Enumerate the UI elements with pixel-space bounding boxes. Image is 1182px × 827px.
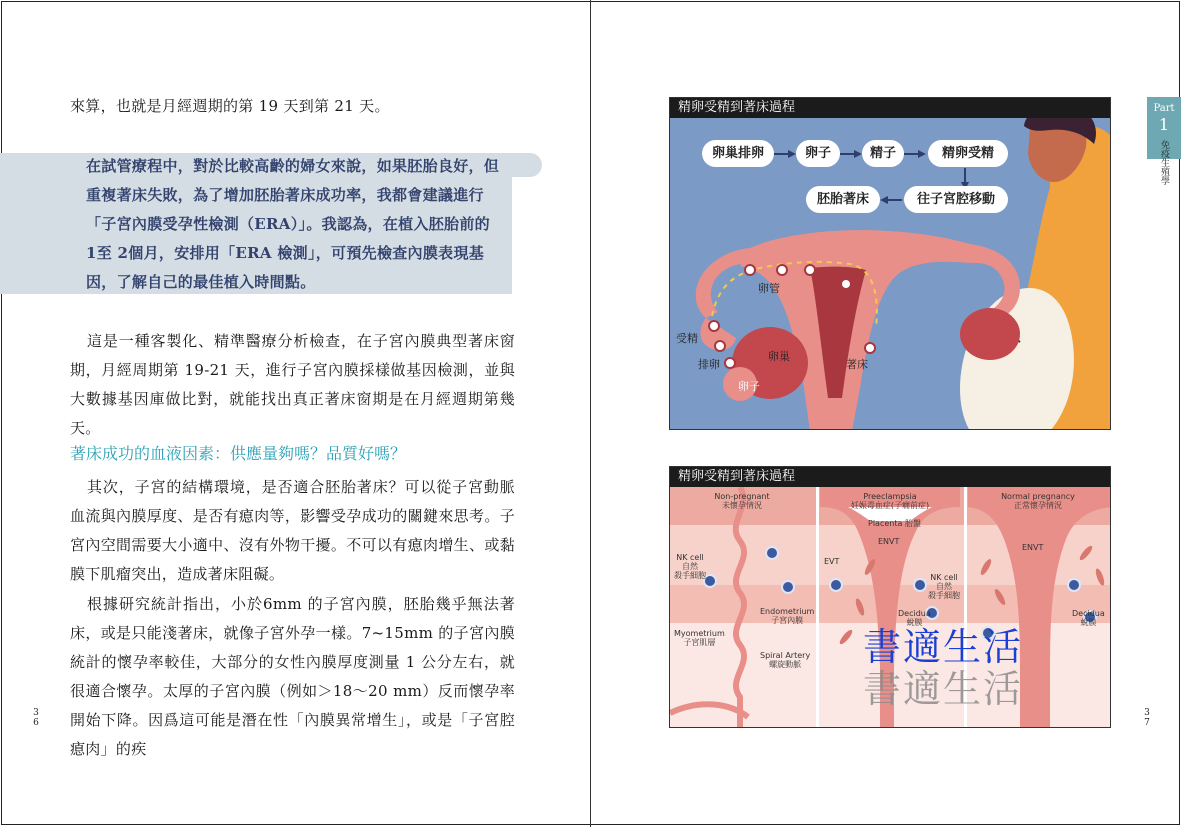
label-spiral-zh: 螺旋動脈: [769, 660, 802, 669]
label-decidua1-en: Decidua: [898, 609, 931, 618]
label-decidua2-en: Decidua: [1072, 609, 1105, 618]
part-tab-label: Part: [1153, 103, 1175, 114]
left-page: [0, 0, 590, 827]
figure2-caption: 精卵受精到著床過程: [670, 467, 1110, 487]
step-egg: 卵子: [796, 140, 840, 167]
label-placenta: Placenta 胎盤: [868, 519, 921, 528]
panel-preeclampsia-en: Preeclampsia: [863, 492, 917, 501]
label-nk1-zh2: 殺手細胞: [674, 571, 706, 580]
paragraph-4: 根據研究統計指出，小於6mm 的子宮內膜，胚胎幾乎無法著床，或是只能淺著床，就像子宮外孕一樣。7~15mm 的子宮內膜統計的懷孕率較佳，大部分的女性內膜厚度測量 1 公分左右，就很適合懷孕。太厚的子宮內膜（例如＞18～20 mm）反而懷孕率開始下降。因爲這可能是潛在性「內膜異常增生」，或是「子宮腔瘜肉」的疾: [70, 595, 515, 758]
label-ovulation: 排卵: [698, 358, 720, 371]
label-nk1-zh1: 自然: [682, 562, 698, 571]
page-number-right-bottom: 7: [1144, 718, 1150, 728]
step-implantation: 胚胎著床: [806, 186, 880, 213]
panel-preeclampsia-zh: 妊娠毒血症(子癇前症): [850, 501, 930, 510]
paragraph-2: 這是一種客製化、精準醫療分析檢查，在子宮內膜典型著床窗期，月經周期第 19-21 天，進行子宮內膜採樣做基因檢測，並與大數據基因庫做比對，就能找出真正著床窗期是在月經週期第幾天。: [70, 332, 515, 437]
panel-preeclampsia: [820, 492, 960, 510]
page-number-right-top: 3: [1144, 708, 1150, 718]
label-decidua2-zh: 蛻膜: [1080, 618, 1097, 627]
step-move-to-uterus: 往子宮腔移動: [904, 186, 1008, 213]
label-decidua1-zh: 蛻膜: [906, 618, 923, 627]
page-number-left-top: 3: [33, 708, 39, 718]
figure-fertilization: [669, 97, 1111, 430]
label-nk-cell-2: [928, 573, 960, 600]
label-myometrium-en: Myometrium: [674, 629, 725, 638]
page-number-left-bottom: 6: [33, 718, 39, 728]
watermark-grey: 書適生活: [863, 667, 1024, 711]
label-spiral-artery: [760, 651, 810, 669]
step-sperm: 精子: [862, 140, 904, 167]
label-envt-2: ENVT: [1022, 543, 1044, 552]
callout-text: 在試管療程中，對於比較高齡的婦女來說，如果胚胎良好，但重複著床失敗，為了增加胚胎著床成功率，我都會建議進行「子宮內膜受孕性檢測（ERA）」。我認為，在植入胚胎前的 1至 2個月，安排用「ERA 檢測」，可預先檢查內膜表現基因，了解自己的最佳植入時間點。: [86, 157, 500, 291]
panel-non-pregnant: [672, 492, 812, 510]
panel-non-pregnant-en: Non-pregnant: [714, 492, 770, 501]
step-fertilization: 精卵受精: [928, 140, 1008, 167]
step-ovulation: 卵巢排卵: [702, 140, 774, 167]
panel-normal-pregnancy-en: Normal pregnancy: [1001, 492, 1075, 501]
part-tab-number: 1: [1158, 115, 1170, 134]
right-page: [591, 0, 1181, 827]
label-myometrium-zh: 子宮肌層: [683, 638, 716, 647]
label-endometrium-en: Endometrium: [760, 607, 815, 616]
label-envt-1: ENVT: [878, 537, 900, 546]
paragraph-3: 其次，子宮的結構環境，是否適合胚胎著床？可以從子宮動脈血流與內膜厚度、是否有瘜肉等，影響受孕成功的關鍵來思考。子宮內空間需要大小適中、沒有外物干擾。不可以有瘜肉增生、或黏膜下肌瘤突出，造成著床阻礙。: [70, 478, 515, 583]
panel-non-pregnant-zh: 未懷孕情況: [722, 501, 762, 510]
label-nk-cell-1: [674, 553, 706, 580]
panel-normal-pregnancy-zh: 正常懷孕情況: [1014, 501, 1062, 510]
label-spiral-en: Spiral Artery: [760, 651, 811, 660]
label-oviduct: 卵管: [758, 282, 780, 295]
label-nk1-en: NK cell: [676, 553, 704, 562]
label-evt: EVT: [824, 557, 840, 566]
label-nk2-zh2: 殺手細胞: [928, 591, 960, 600]
label-nk2-zh1: 自然: [936, 582, 952, 591]
label-endometrium-zh: 子宮內膜: [771, 616, 804, 625]
label-myometrium: [674, 629, 725, 647]
label-ovary: 卵巢: [768, 350, 790, 363]
section-heading: 著床成功的血液因素：供應量夠嗎？品質好嗎？: [70, 444, 407, 463]
panel-normal-pregnancy: [968, 492, 1108, 510]
label-decidua-2: [1072, 609, 1105, 627]
paragraph-top: 來算，也就是月經週期的第 19 天到第 21 天。: [70, 97, 390, 115]
label-endometrium: [760, 607, 814, 625]
figure1-caption: 精卵受精到著床過程: [670, 98, 1110, 118]
label-implantation: 著床: [846, 358, 868, 371]
label-fertilization: 受精: [676, 332, 698, 345]
watermark-blue: 書適生活: [863, 625, 1024, 669]
part-tab-title: 免疫生殖學: [1159, 140, 1169, 185]
label-nk2-en: NK cell: [930, 573, 958, 582]
label-egg: 卵子: [738, 380, 760, 393]
